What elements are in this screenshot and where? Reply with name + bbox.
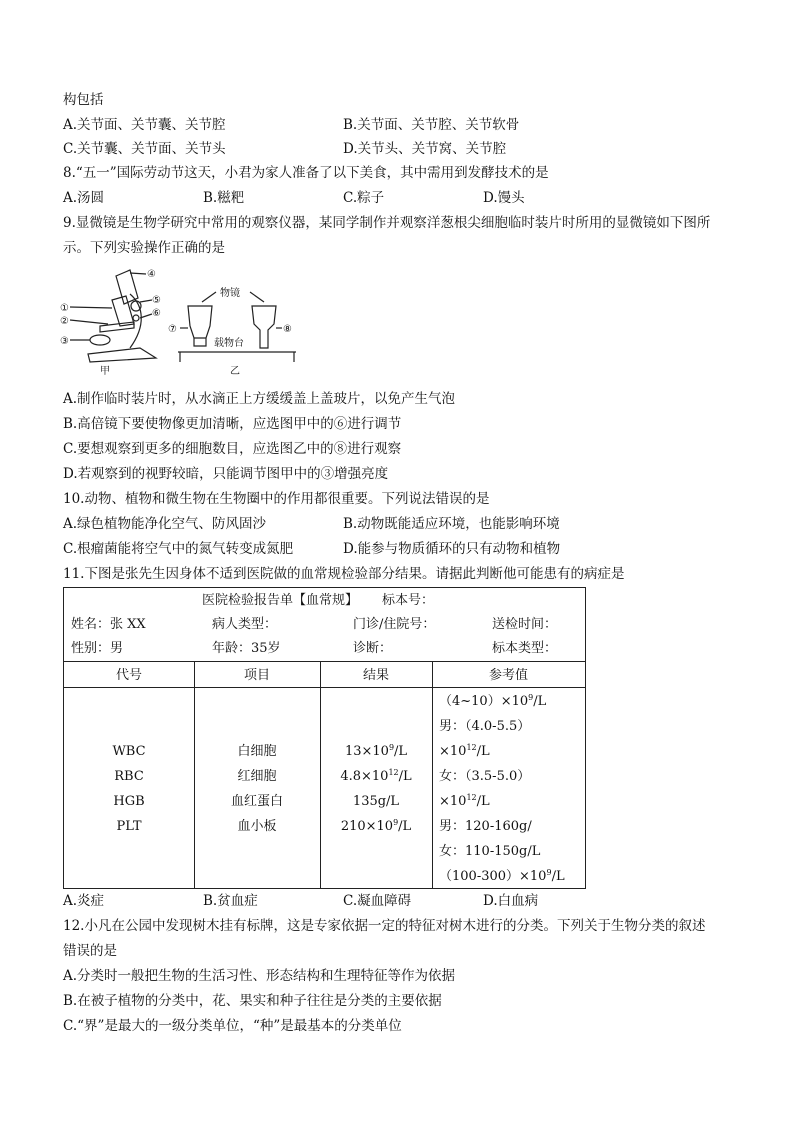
reference-text: ×10 bbox=[439, 794, 467, 809]
objective-long bbox=[252, 306, 276, 348]
q10-option-b: B.动物既能适应环境，也能影响环境 bbox=[343, 516, 560, 532]
q7-option-b: B.关节面、关节腔、关节软骨 bbox=[343, 117, 520, 133]
q8-option-b: B.糍粑 bbox=[203, 190, 245, 206]
cell-result bbox=[320, 739, 432, 764]
reference-text: （4~10）×10 bbox=[439, 694, 529, 709]
reference-text: ×10 bbox=[439, 744, 467, 759]
reference-value-line bbox=[439, 864, 565, 889]
label-2: ② bbox=[60, 316, 69, 327]
specimen-type: 标本类型： bbox=[492, 641, 558, 656]
reference-text: 男：（4.0-5.5） bbox=[439, 719, 531, 734]
table-divider bbox=[64, 661, 585, 662]
q8-option-d: D.馒头 bbox=[483, 190, 525, 206]
report-title: 医院检验报告单【血常规】 bbox=[202, 593, 359, 608]
reference-unit: /L bbox=[476, 744, 490, 759]
figure-jia-label: 甲 bbox=[100, 366, 110, 377]
q10-stem: 10.动物、植物和微生物在生物圈中的作用都很重要。下列说法错误的是 bbox=[63, 491, 490, 507]
blood-test-report bbox=[63, 587, 586, 889]
cell-item: 血小板 bbox=[237, 819, 277, 834]
reference-unit: /L bbox=[476, 794, 490, 809]
result-value: 135g/L bbox=[352, 794, 400, 809]
header-reference: 参考值 bbox=[488, 668, 528, 683]
reference-value-line bbox=[439, 689, 546, 714]
q10-option-d: D.能参与物质循环的只有动物和植物 bbox=[343, 541, 561, 557]
q9-stem-line2: 示。下列实验操作正确的是 bbox=[63, 240, 225, 256]
result-exponent: 9 bbox=[393, 818, 399, 827]
q8-option-c: C.粽子 bbox=[343, 190, 385, 206]
cell-code: PLT bbox=[116, 819, 142, 834]
cell-result bbox=[320, 814, 432, 839]
q9-stem-line1: 9.显微镜是生物学研究中常用的观察仪器，某同学制作并观察洋葱根尖细胞临时装片时所用的显微镜如下图所 bbox=[63, 215, 711, 231]
cell-item: 红细胞 bbox=[237, 769, 277, 784]
q8-stem: 8.“五一”国际劳动节这天，小君为家人准备了以下美食，其中需用到发酵技术的是 bbox=[63, 165, 549, 181]
patient-type: 病人类型： bbox=[212, 617, 278, 632]
column-divider bbox=[432, 661, 433, 888]
send-time: 送检时间： bbox=[492, 617, 558, 632]
result-value: 4.8×10 bbox=[340, 769, 389, 784]
q7-option-c: C.关节囊、关节面、关节头 bbox=[63, 141, 226, 157]
reference-unit: /L bbox=[533, 694, 547, 709]
label-1: ① bbox=[60, 303, 69, 314]
q9-option-c: C.要想观察到更多的细胞数目，应选图乙中的⑧进行观察 bbox=[63, 441, 402, 457]
cell-code: RBC bbox=[114, 769, 144, 784]
header-code: 代号 bbox=[115, 668, 142, 683]
reference-exponent: 12 bbox=[466, 743, 477, 752]
figure-yi-label: 乙 bbox=[230, 366, 240, 377]
result-unit: /L bbox=[398, 819, 412, 834]
reference-value-line bbox=[439, 714, 530, 739]
q11-stem: 11.下图是张先生因身体不适到医院做的血常规检验部分结果。请据此判断他可能患有的病症是 bbox=[63, 566, 625, 582]
q9-option-b: B.高倍镜下要使物像更加清晰，应选图甲中的⑥进行调节 bbox=[63, 416, 402, 432]
q12-option-b: B.在被子植物的分类中，花、果实和种子往往是分类的主要依据 bbox=[63, 993, 442, 1009]
reflector-mirror bbox=[90, 335, 110, 345]
label-6: ⑥ bbox=[152, 308, 161, 319]
reference-exponent: 9 bbox=[546, 868, 552, 877]
patient-age: 年龄：35岁 bbox=[212, 641, 281, 656]
cell-item: 白细胞 bbox=[237, 744, 277, 759]
reference-unit: /L bbox=[551, 869, 565, 884]
result-value: 13×10 bbox=[344, 744, 389, 759]
q9-option-a: A.制作临时装片时，从水滴正上方缓缓盖上盖玻片，以免产生气泡 bbox=[63, 391, 456, 407]
microscope-figure bbox=[60, 266, 320, 378]
q12-option-c: C.“界”是最大的一级分类单位，“种”是最基本的分类单位 bbox=[63, 1018, 402, 1034]
diagnosis: 诊断： bbox=[353, 641, 393, 656]
q9-option-d: D.若观察到的视野较暗，只能调节图甲中的③增强亮度 bbox=[63, 466, 389, 482]
reference-value-line bbox=[439, 764, 530, 789]
reference-exponent: 9 bbox=[528, 693, 534, 702]
objective-label: 物镜 bbox=[220, 288, 240, 299]
patient-name: 姓名：张 XX bbox=[71, 617, 146, 632]
clinic-number: 门诊/住院号： bbox=[353, 617, 436, 632]
reference-text: 女：110-150g/L bbox=[439, 844, 541, 859]
result-unit: /L bbox=[394, 744, 408, 759]
microscope-base bbox=[88, 348, 156, 362]
q8-option-a: A.汤圆 bbox=[63, 190, 105, 206]
q12-stem-line1: 12.小凡在公园中发现树木挂有标牌，这是专家依据一定的特征对树木进行的分类。下列关于生物分类的叙述 bbox=[63, 918, 706, 934]
cell-result bbox=[320, 764, 432, 789]
reference-value-line bbox=[439, 839, 540, 864]
label-5: ⑤ bbox=[152, 295, 161, 306]
reference-exponent: 12 bbox=[466, 793, 477, 802]
label-3: ③ bbox=[60, 336, 69, 347]
header-item: 项目 bbox=[243, 668, 270, 683]
q11-option-b: B.贫血症 bbox=[203, 893, 258, 909]
specimen-number: 标本号： bbox=[382, 593, 435, 608]
reference-value-line bbox=[439, 739, 490, 764]
header-result: 结果 bbox=[362, 668, 389, 683]
reference-text: 男：120-160g/ bbox=[439, 819, 532, 834]
q11-option-a: A.炎症 bbox=[63, 893, 105, 909]
q11-option-d: D.白血病 bbox=[483, 893, 539, 909]
result-value: 210×10 bbox=[340, 819, 394, 834]
reference-text: （100-300）×10 bbox=[439, 869, 547, 884]
label-4: ④ bbox=[147, 269, 156, 280]
cell-result bbox=[320, 789, 432, 814]
q12-option-a: A.分类时一般把生物的生活习性、形态结构和生理特征等作为依据 bbox=[63, 968, 456, 984]
cell-code: WBC bbox=[112, 744, 146, 759]
q7-option-d: D.关节头、关节窝、关节腔 bbox=[343, 141, 507, 157]
cell-code: HGB bbox=[113, 794, 145, 809]
q10-option-c: C.根瘤菌能将空气中的氮气转变成氮肥 bbox=[63, 541, 294, 557]
q11-option-c: C.凝血障碍 bbox=[343, 893, 412, 909]
objective-short bbox=[188, 306, 212, 338]
reference-value-line bbox=[439, 814, 532, 839]
label-7: ⑦ bbox=[168, 324, 177, 335]
reference-value-line bbox=[439, 789, 490, 814]
cell-item: 血红蛋白 bbox=[230, 794, 283, 809]
result-exponent: 9 bbox=[388, 743, 395, 752]
stage-label: 载物台 bbox=[214, 338, 244, 349]
label-8: ⑧ bbox=[283, 324, 292, 335]
q7-option-a: A.关节面、关节囊、关节腔 bbox=[63, 117, 226, 133]
result-unit: /L bbox=[398, 769, 412, 784]
patient-gender: 性别：男 bbox=[71, 641, 124, 656]
q12-stem-line2: 错误的是 bbox=[63, 943, 117, 959]
q7-stem-continuation: 构包括 bbox=[63, 92, 104, 108]
result-exponent: 12 bbox=[388, 768, 399, 777]
reference-text: 女：（3.5-5.0） bbox=[439, 769, 531, 784]
q10-option-a: A.绿色植物能净化空气、防风固沙 bbox=[63, 516, 267, 532]
